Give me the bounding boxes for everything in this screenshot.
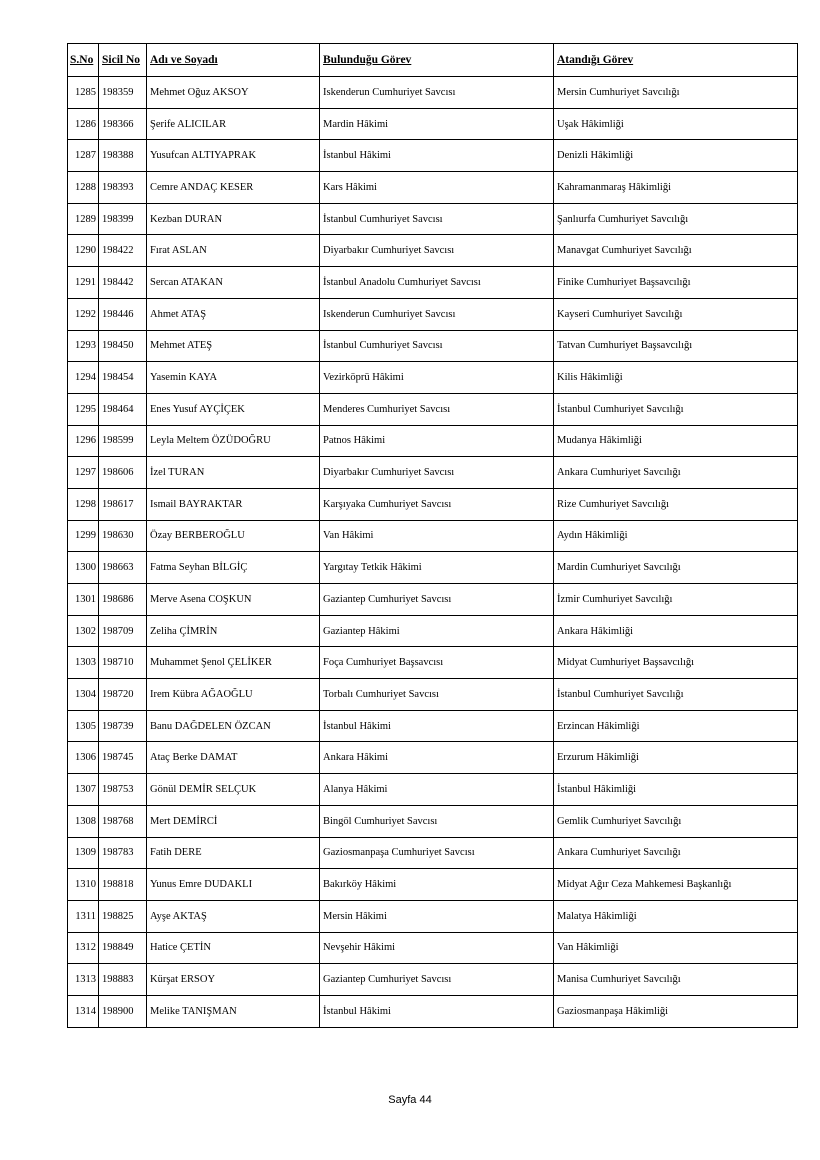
cell-current-post: Gaziosmanpaşa Cumhuriyet Savcısı [320, 837, 554, 869]
cell-sno: 1293 [68, 330, 99, 362]
cell-current-post: Gaziantep Cumhuriyet Savcısı [320, 584, 554, 616]
header-assigned-post: Atandığı Görev [554, 44, 798, 77]
header-name: Adı ve Soyadı [147, 44, 320, 77]
cell-sno: 1298 [68, 488, 99, 520]
cell-sno: 1294 [68, 362, 99, 394]
cell-sno: 1309 [68, 837, 99, 869]
cell-sicil: 198720 [99, 679, 147, 711]
cell-assigned-post: Midyat Ağır Ceza Mahkemesi Başkanlığı [554, 869, 798, 901]
cell-name: Irem Kübra AĞAOĞLU [147, 679, 320, 711]
cell-name: Özay BERBEROĞLU [147, 520, 320, 552]
cell-sno: 1289 [68, 203, 99, 235]
cell-name: Ahmet ATAŞ [147, 298, 320, 330]
cell-assigned-post: Rize Cumhuriyet Savcılığı [554, 488, 798, 520]
cell-assigned-post: İstanbul Cumhuriyet Savcılığı [554, 393, 798, 425]
cell-current-post: Diyarbakır Cumhuriyet Savcısı [320, 457, 554, 489]
cell-sno: 1296 [68, 425, 99, 457]
cell-current-post: Menderes Cumhuriyet Savcısı [320, 393, 554, 425]
header-sno: S.No [68, 44, 99, 77]
table-row [68, 742, 798, 774]
cell-assigned-post: Manavgat Cumhuriyet Savcılığı [554, 235, 798, 267]
cell-sno: 1290 [68, 235, 99, 267]
cell-assigned-post: Denizli Hâkimliği [554, 140, 798, 172]
table-row [68, 203, 798, 235]
cell-sno: 1311 [68, 900, 99, 932]
cell-name: Ataç Berke DAMAT [147, 742, 320, 774]
cell-current-post: Mardin Hâkimi [320, 108, 554, 140]
cell-sno: 1288 [68, 172, 99, 204]
cell-sno: 1301 [68, 584, 99, 616]
cell-sicil: 198783 [99, 837, 147, 869]
cell-sicil: 198753 [99, 774, 147, 806]
cell-sicil: 198849 [99, 932, 147, 964]
cell-assigned-post: Midyat Cumhuriyet Başsavcılığı [554, 647, 798, 679]
cell-assigned-post: Aydın Hâkimliği [554, 520, 798, 552]
cell-sno: 1314 [68, 995, 99, 1027]
cell-sicil: 198388 [99, 140, 147, 172]
cell-name: Melike TANIŞMAN [147, 995, 320, 1027]
cell-name: Fatih DERE [147, 837, 320, 869]
cell-sicil: 198399 [99, 203, 147, 235]
cell-name: Yunus Emre DUDAKLI [147, 869, 320, 901]
table-row [68, 425, 798, 457]
table-row [68, 267, 798, 299]
cell-assigned-post: Ankara Hâkimliği [554, 615, 798, 647]
cell-sno: 1292 [68, 298, 99, 330]
cell-name: Hatice ÇETİN [147, 932, 320, 964]
cell-sno: 1304 [68, 679, 99, 711]
table-row [68, 140, 798, 172]
cell-assigned-post: Gemlik Cumhuriyet Savcılığı [554, 805, 798, 837]
cell-name: Yasemin KAYA [147, 362, 320, 394]
cell-sno: 1305 [68, 710, 99, 742]
cell-current-post: İstanbul Anadolu Cumhuriyet Savcısı [320, 267, 554, 299]
cell-name: Fatma Seyhan BİLGİÇ [147, 552, 320, 584]
cell-sicil: 198606 [99, 457, 147, 489]
cell-sno: 1297 [68, 457, 99, 489]
cell-sicil: 198663 [99, 552, 147, 584]
cell-name: Leyla Meltem ÖZÜDOĞRU [147, 425, 320, 457]
cell-sicil: 198464 [99, 393, 147, 425]
table-row [68, 488, 798, 520]
table-row [68, 647, 798, 679]
cell-current-post: Ankara Hâkimi [320, 742, 554, 774]
cell-assigned-post: Van Hâkimliği [554, 932, 798, 964]
table-row [68, 869, 798, 901]
cell-sicil: 198366 [99, 108, 147, 140]
cell-assigned-post: Malatya Hâkimliği [554, 900, 798, 932]
cell-assigned-post: Erzincan Hâkimliği [554, 710, 798, 742]
cell-sicil: 198686 [99, 584, 147, 616]
table-row [68, 552, 798, 584]
table-row [68, 710, 798, 742]
table-row [68, 774, 798, 806]
cell-name: Fırat ASLAN [147, 235, 320, 267]
cell-sicil: 198900 [99, 995, 147, 1027]
cell-sicil: 198710 [99, 647, 147, 679]
table-body [68, 77, 798, 1028]
table-row [68, 235, 798, 267]
cell-sno: 1286 [68, 108, 99, 140]
cell-sicil: 198739 [99, 710, 147, 742]
cell-name: Kürşat ERSOY [147, 964, 320, 996]
cell-assigned-post: Gaziosmanpaşa Hâkimliği [554, 995, 798, 1027]
cell-current-post: Van Hâkimi [320, 520, 554, 552]
cell-name: Sercan ATAKAN [147, 267, 320, 299]
cell-current-post: Torbalı Cumhuriyet Savcısı [320, 679, 554, 711]
cell-name: Şerife ALICILAR [147, 108, 320, 140]
cell-assigned-post: Kayseri Cumhuriyet Savcılığı [554, 298, 798, 330]
cell-assigned-post: Erzurum Hâkimliği [554, 742, 798, 774]
table-row [68, 837, 798, 869]
cell-current-post: Bakırköy Hâkimi [320, 869, 554, 901]
cell-sicil: 198768 [99, 805, 147, 837]
cell-current-post: İstanbul Hâkimi [320, 140, 554, 172]
cell-assigned-post: İzmir Cumhuriyet Savcılığı [554, 584, 798, 616]
cell-name: Mehmet ATEŞ [147, 330, 320, 362]
cell-sno: 1306 [68, 742, 99, 774]
header-current-post: Bulunduğu Görev [320, 44, 554, 77]
cell-assigned-post: Ankara Cumhuriyet Savcılığı [554, 837, 798, 869]
cell-sno: 1302 [68, 615, 99, 647]
table-row [68, 964, 798, 996]
cell-sicil: 198825 [99, 900, 147, 932]
cell-sno: 1285 [68, 77, 99, 109]
cell-assigned-post: İstanbul Hâkimliği [554, 774, 798, 806]
table-row [68, 679, 798, 711]
cell-name: Mert DEMİRCİ [147, 805, 320, 837]
cell-current-post: İstanbul Hâkimi [320, 995, 554, 1027]
cell-assigned-post: Finike Cumhuriyet Başsavcılığı [554, 267, 798, 299]
cell-current-post: Kars Hâkimi [320, 172, 554, 204]
cell-sicil: 198617 [99, 488, 147, 520]
table-row [68, 298, 798, 330]
cell-assigned-post: Kahramanmaraş Hâkimliği [554, 172, 798, 204]
cell-name: Yusufcan ALTIYAPRAK [147, 140, 320, 172]
cell-name: Gönül DEMİR SELÇUK [147, 774, 320, 806]
cell-current-post: Yargıtay Tetkik Hâkimi [320, 552, 554, 584]
cell-name: Merve Asena COŞKUN [147, 584, 320, 616]
cell-current-post: Iskenderun Cumhuriyet Savcısı [320, 77, 554, 109]
assignment-table [67, 43, 798, 1028]
cell-assigned-post: Manisa Cumhuriyet Savcılığı [554, 964, 798, 996]
cell-current-post: Vezirköprü Hâkimi [320, 362, 554, 394]
cell-current-post: Gaziantep Hâkimi [320, 615, 554, 647]
cell-current-post: Alanya Hâkimi [320, 774, 554, 806]
cell-current-post: Bingöl Cumhuriyet Savcısı [320, 805, 554, 837]
cell-assigned-post: Mardin Cumhuriyet Savcılığı [554, 552, 798, 584]
cell-name: Kezban DURAN [147, 203, 320, 235]
cell-sno: 1291 [68, 267, 99, 299]
cell-name: Banu DAĞDELEN ÖZCAN [147, 710, 320, 742]
cell-assigned-post: İstanbul Cumhuriyet Savcılığı [554, 679, 798, 711]
cell-sicil: 198709 [99, 615, 147, 647]
page-number: Sayfa 44 [388, 1094, 432, 1106]
table-row [68, 900, 798, 932]
cell-sicil: 198422 [99, 235, 147, 267]
cell-assigned-post: Uşak Hâkimliği [554, 108, 798, 140]
table-row [68, 393, 798, 425]
table-row [68, 362, 798, 394]
table-header-row [68, 44, 798, 77]
cell-sno: 1303 [68, 647, 99, 679]
cell-sno: 1313 [68, 964, 99, 996]
cell-current-post: Diyarbakır Cumhuriyet Savcısı [320, 235, 554, 267]
cell-name: Cemre ANDAÇ KESER [147, 172, 320, 204]
cell-current-post: Foça Cumhuriyet Başsavcısı [320, 647, 554, 679]
cell-sno: 1295 [68, 393, 99, 425]
cell-current-post: Nevşehir Hâkimi [320, 932, 554, 964]
cell-sicil: 198745 [99, 742, 147, 774]
table-row [68, 330, 798, 362]
cell-name: Enes Yusuf AYÇİÇEK [147, 393, 320, 425]
table-row [68, 932, 798, 964]
cell-assigned-post: Ankara Cumhuriyet Savcılığı [554, 457, 798, 489]
table-row [68, 457, 798, 489]
cell-current-post: İstanbul Cumhuriyet Savcısı [320, 330, 554, 362]
cell-current-post: Gaziantep Cumhuriyet Savcısı [320, 964, 554, 996]
cell-sicil: 198446 [99, 298, 147, 330]
cell-assigned-post: Mudanya Hâkimliği [554, 425, 798, 457]
table-row [68, 995, 798, 1027]
cell-sicil: 198442 [99, 267, 147, 299]
cell-sno: 1310 [68, 869, 99, 901]
cell-sicil: 198454 [99, 362, 147, 394]
cell-sicil: 198818 [99, 869, 147, 901]
cell-current-post: İstanbul Cumhuriyet Savcısı [320, 203, 554, 235]
table-row [68, 584, 798, 616]
table-row [68, 108, 798, 140]
cell-sicil: 198393 [99, 172, 147, 204]
cell-sicil: 198450 [99, 330, 147, 362]
cell-sicil: 198883 [99, 964, 147, 996]
cell-current-post: Patnos Hâkimi [320, 425, 554, 457]
cell-sno: 1307 [68, 774, 99, 806]
table-row [68, 615, 798, 647]
cell-name: Ismail BAYRAKTAR [147, 488, 320, 520]
table-row [68, 520, 798, 552]
cell-name: Ayşe AKTAŞ [147, 900, 320, 932]
header-sicil: Sicil No [99, 44, 147, 77]
cell-sno: 1312 [68, 932, 99, 964]
cell-sicil: 198359 [99, 77, 147, 109]
cell-sno: 1308 [68, 805, 99, 837]
table-row [68, 77, 798, 109]
cell-current-post: İstanbul Hâkimi [320, 710, 554, 742]
cell-name: İzel TURAN [147, 457, 320, 489]
cell-sno: 1300 [68, 552, 99, 584]
cell-assigned-post: Kilis Hâkimliği [554, 362, 798, 394]
cell-name: Mehmet Oğuz AKSOY [147, 77, 320, 109]
cell-sicil: 198599 [99, 425, 147, 457]
cell-current-post: Karşıyaka Cumhuriyet Savcısı [320, 488, 554, 520]
cell-assigned-post: Mersin Cumhuriyet Savcılığı [554, 77, 798, 109]
cell-current-post: Iskenderun Cumhuriyet Savcısı [320, 298, 554, 330]
cell-assigned-post: Tatvan Cumhuriyet Başsavcılığı [554, 330, 798, 362]
cell-assigned-post: Şanlıurfa Cumhuriyet Savcılığı [554, 203, 798, 235]
cell-sicil: 198630 [99, 520, 147, 552]
cell-sno: 1287 [68, 140, 99, 172]
cell-name: Muhammet Şenol ÇELİKER [147, 647, 320, 679]
cell-name: Zeliha ÇİMRİN [147, 615, 320, 647]
table-row [68, 805, 798, 837]
table-row [68, 172, 798, 204]
cell-current-post: Mersin Hâkimi [320, 900, 554, 932]
cell-sno: 1299 [68, 520, 99, 552]
